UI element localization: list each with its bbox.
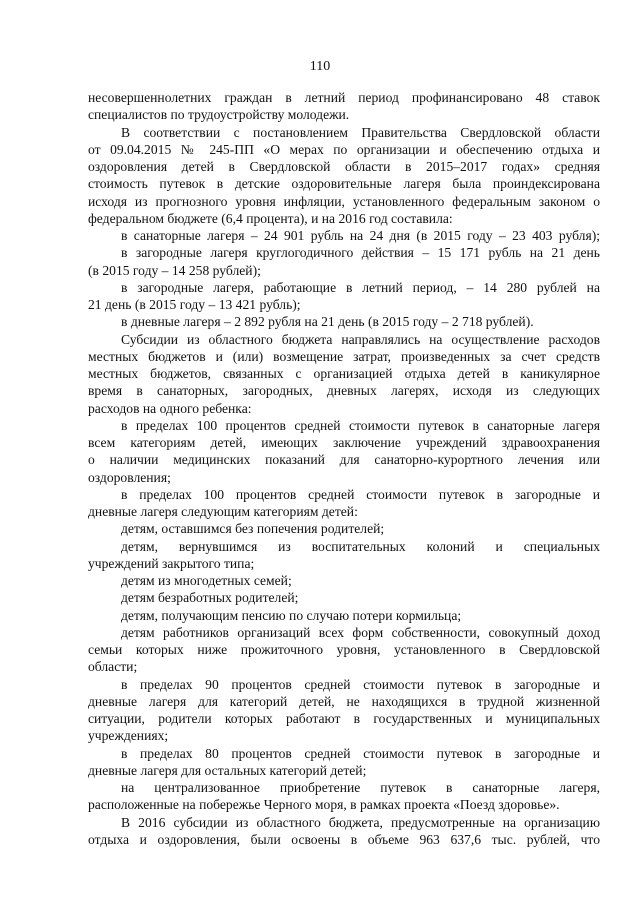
text-line: В 2016 субсидии из областного бюджета, предусмотренные на организацию	[121, 814, 600, 830]
text-line: отдыха и оздоровления, были освоены в объеме 963 637,6 тыс. рублей, что	[88, 831, 600, 847]
text-line: в пределах 80 процентов средней стоимости путевок в загородные и	[121, 745, 600, 761]
text-line: время в санаторных, загородных, дневных лагерях, исходя из следующих	[88, 383, 600, 399]
text-line: (в 2015 году – 14 258 рублей);	[88, 262, 261, 278]
text-line: Субсидии из областного бюджета направлялись на осуществление расходов	[121, 331, 600, 347]
text-line: всем категориям детей, имеющих заключение учреждений здравоохранения	[88, 435, 600, 450]
text-line: ситуации, родители которых работают в государственных и муниципальных	[88, 711, 600, 726]
text-line: специалистов по трудоустройству молодежи.	[88, 107, 350, 123]
text-line: исходя из прогнозного уровня инфляции, установленного федеральным законом о	[88, 193, 600, 209]
text-line: семьи которых ниже прожиточного уровня, установленного в Свердловской	[88, 642, 600, 657]
text-line: учреждений закрытого типа;	[88, 555, 255, 571]
text-line: детям, получающим пенсию по случаю потери кормильца;	[121, 607, 462, 623]
text-line: в дневные лагеря – 2 892 рубля на 21 день (в 2015 году – 2 718 рублей).	[121, 314, 534, 330]
text-line: в загородные лагеря, работающие в летний период, – 14 280 рублей на	[121, 279, 600, 295]
text-line: детям, вернувшимся из воспитательных колоний и специальных	[121, 538, 600, 554]
text-line: оздоровления детей в Свердловской области в 2015–2017 годах» средняя	[88, 159, 600, 174]
text-line: от 09.04.2015 № 245-ПП «О мерах по организации и обеспечению отдыха и	[88, 141, 600, 157]
text-line: детям работников организаций всех форм собственности, совокупный доход	[121, 624, 600, 640]
text-line: расходов на одного ребенка:	[88, 400, 252, 416]
text-line: детям безработных родителей;	[121, 590, 299, 606]
text-line: в загородные лагеря круглогодичного действия – 15 171 рубль на 21 день	[121, 245, 600, 261]
text-line: области;	[88, 659, 138, 675]
text-line: несовершеннолетних граждан в летний период профинансировано 48 ставок	[88, 90, 600, 105]
text-line: на централизованное приобретение путевок в санаторные лагеря,	[121, 780, 600, 795]
text-line: 21 день (в 2015 году – 13 421 рубль);	[88, 297, 301, 312]
text-line: в пределах 100 процентов средней стоимости путевок в санаторные лагеря	[121, 417, 600, 433]
text-line: дневные лагеря для категорий детей, не находящихся в трудной жизненной	[88, 693, 600, 709]
body-text	[88, 89, 600, 848]
text-line: федеральном бюджете (6,4 процента), и на 2016 год составила:	[88, 210, 453, 226]
text-line: в санаторные лагеря – 24 901 рубль на 24 дня (в 2015 году – 23 403 рубля);	[121, 228, 600, 243]
text-line: детям, оставшимся без попечения родителей;	[121, 521, 385, 537]
page-number: 110	[309, 59, 331, 74]
text-line: в пределах 90 процентов средней стоимости путевок в загородные и	[121, 676, 600, 692]
text-line: стоимость путевок в детские оздоровительные лагеря была проиндексирована	[88, 176, 600, 192]
text-line: В соответствии с постановлением Правительства Свердловской области	[121, 124, 600, 140]
text-line: местных бюджетов и (или) возмещение затрат, произведенных за счет средств	[88, 348, 600, 364]
text-line: местных бюджетов, связанных с организацией отдыха детей в каникулярное	[88, 366, 600, 381]
text-line: учреждениях;	[88, 728, 169, 744]
text-line: о наличии медицинских показаний для санаторно-курортного лечения или	[88, 452, 600, 468]
text-line: дневные лагеря следующим категориям детей:	[88, 504, 358, 519]
text-line: дневные лагеря для остальных категорий детей;	[88, 762, 367, 778]
text-line: в пределах 100 процентов средней стоимости путевок в загородные и	[121, 486, 600, 502]
text-line: оздоровления;	[88, 469, 171, 485]
text-line: детям из многодетных семей;	[121, 573, 292, 588]
text-line: расположенные на побережье Черного моря, в рамках проекта «Поезд здоровье».	[88, 797, 560, 813]
